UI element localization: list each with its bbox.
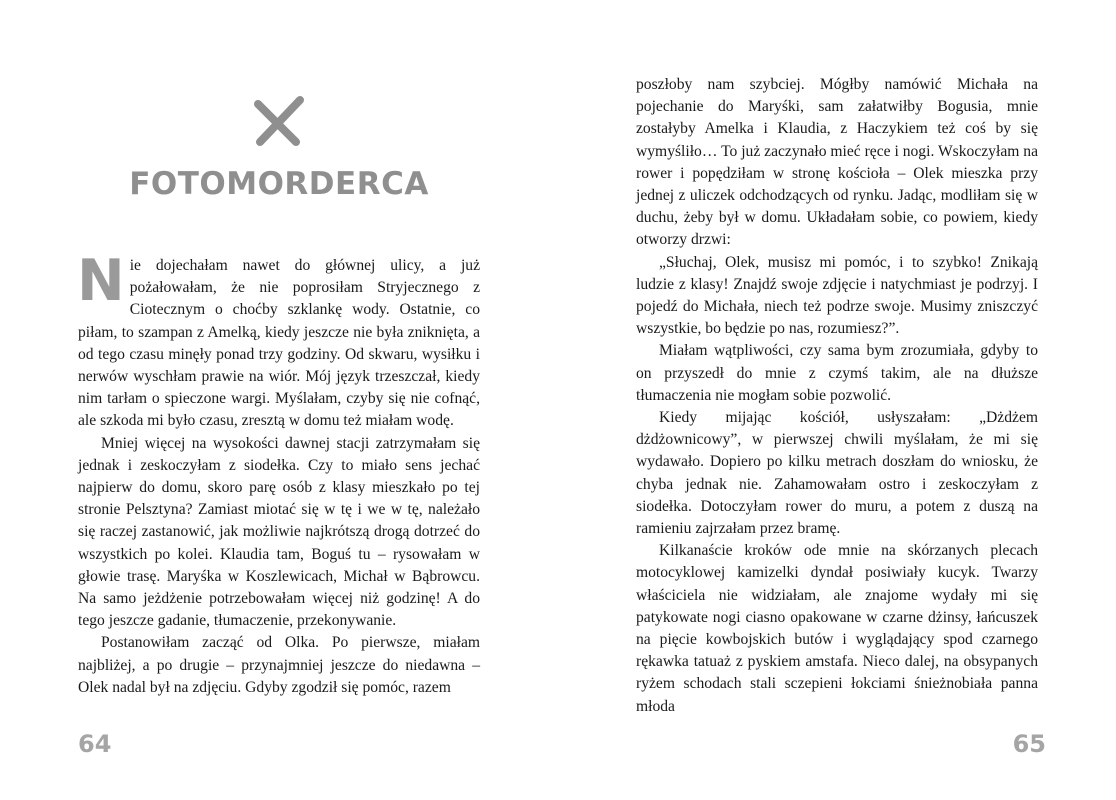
paragraph: Kilkanaście kroków ode mnie na skórzanych plecach motocyklowej kamizelki dyndał posiwiały kucyk. Twarzy właściciela nie widziałam, ale znajome wydały mi się patykowate nogi ciasno opakowane w czarne dżinsy, łańcuszek na pięcie kowbojskich butów i wyglądający spod czarnego rękawka tatuaż z pyskiem amstafa. Nieco dalej, na obsypanych ryżem schodach stali sczepieni łokciami śnieżnobiała panna młoda: [636, 542, 1038, 715]
page-number: 65: [1012, 730, 1046, 758]
page-number: 64: [78, 730, 112, 758]
drop-cap: N: [77, 248, 125, 314]
right-page-text: [636, 74, 1038, 718]
paragraph: Kiedy mijając kościół, usłyszałam: „Dżdżem dżdżownicowy”, w pierwszej chwili myślałam, że mi się wydawało. Dopiero po kilku metrach doszłam do wniosku, że chyba jednak nie. Zahamowałam ostro i zeskoczyłam z siodełka. Dotoczyłam rower do muru, a potem z duszą na ramieniu zajrzałam przez bramę.: [636, 409, 1038, 538]
paragraph: Mniej więcej na wysokości dawnej stacji zatrzymałam się jednak i zeskoczyłam z siodełka. Czy to miało sens jechać najpierw do domu, skoro parę osób z klasy mieszkało po tej stronie Pelsztyna? Zamiast miotać się w tę i we w tę, należało się raczej zastanowić, jak możliwie najkrótszą drogą dotrzeć do wszystkich po kolei. Klaudia tam, Boguś tu – rysowałam w głowie trasę. Maryśka w Koszlewicach, Michał w Bąbrowcu. Na samo jeżdżenie potrzebowałam więcej niż godzinę! A do tego jeszcze gadanie, tłumaczenie, przekonywanie.: [78, 434, 480, 630]
right-page: [558, 0, 1116, 800]
paragraph: Miałam wątpliwości, czy sama bym zrozumiała, gdyby to on przyszedł do mnie z czymś takim, ale na dłuższe tłumaczenia nie mogłam sobie pozwolić.: [636, 342, 1038, 404]
paragraph: „Słuchaj, Olek, musisz mi pomóc, i to szybko! Znikają ludzie z klasy! Znajdź swoje zdjęcie i natychmiast je podrzyj. I pojedź do Michała, niech też podrze swoje. Musimy zniszczyć wszystkie, bo będzie po nas, rozumiesz?”.: [636, 253, 1038, 338]
paragraph: Postanowiłam zacząć od Olka. Po pierwsze, miałam najbliżej, a po drugie – przynajmniej jeszcze do niedawna – Olek nadal był na zdjęciu. Gdyby zgodził się pomóc, razem: [78, 634, 480, 696]
paragraph-text: ie dojechałam nawet do głównej ulicy, a już pożałowałam, że nie poprosiłam Stryjecznego z Ciotecznym o choćby szklankę wody. Ostatnie, co piłam, to szampan z Amelką, kiedy jeszcze nie była zniknięta, a od tego czasu minęły ponad trzy godziny. Od skwaru, wysiłku i nerwów wyschłam prawie na wiór. Mój język trzeszczał, kiedy nim tarłam o spieczone wargi. Myślałam, czyby się nie cofnąć, ale szkoda mi było czasu, zresztą w domu też miałam wodę.: [78, 257, 480, 430]
paragraph: poszłoby nam szybciej. Mógłby namówić Michała na pojechanie do Maryśki, sam załatwiłby Bogusia, mnie zostałyby Amelka i Klaudia, z Haczykiem też coś by się wymyśliło… To już zaczynało mieć ręce i nogi. Wskoczyłam na rower i popędziłam w stronę kościoła – Olek mieszka przy jednej z uliczek odchodzących od rynku. Jadąc, modliłam się w duchu, żeby był w domu. Układałam sobie, co powiem, kiedy otworzy drzwi:: [636, 76, 1038, 249]
chapter-number-glyph: [250, 96, 310, 146]
chapter-title: FOTOMORDERCA: [129, 166, 429, 202]
paragraph: [77, 248, 480, 433]
left-page-text: [77, 248, 480, 699]
